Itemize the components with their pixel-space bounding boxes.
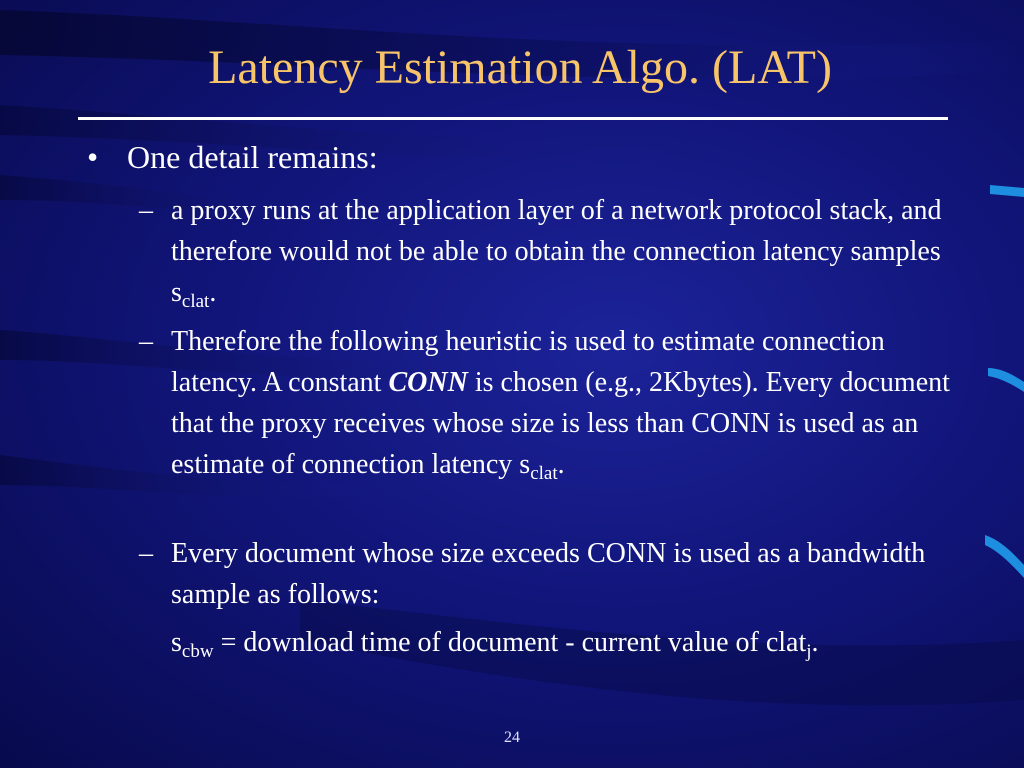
formula-s: s: [171, 627, 182, 658]
conn-emphasis: CONN: [388, 367, 468, 398]
subscript-clat: clat: [530, 463, 558, 484]
sub-item-text: Therefore the following heuristic is used to estimate connection latency. A constant: [171, 326, 885, 398]
formula-text: = download time of document - current value of clat: [213, 627, 807, 658]
bullet-text: One detail remains:: [127, 139, 378, 175]
subscript-clat: clat: [181, 291, 210, 312]
sub-item-text-middle: is chosen (e.g., 2Kbytes). Every document that the proxy receives whose size is less than CONN is used as an estimate of connection latency s: [171, 367, 950, 480]
slide-title: Latency Estimation Algo. (LAT): [208, 41, 832, 94]
bullet-item-one-detail: [87, 137, 987, 177]
sub-item-text-end: .: [209, 277, 217, 308]
sub-item-text-end: .: [557, 449, 565, 480]
sub-item-text: Every document whose size exceeds CONN is used as a bandwidth sample as follows:: [171, 538, 926, 610]
sub-item-text: a proxy runs at the application layer of a network protocol stack, and therefore would not be able to obtain the connection latency samples s: [171, 195, 942, 308]
sub-item-bandwidth-sample: [139, 533, 971, 615]
dash-icon: –: [139, 195, 153, 226]
sub-item-proxy-layer: [139, 190, 971, 313]
subscript-cbw: cbw: [181, 641, 214, 662]
formula-end: .: [811, 627, 819, 658]
dash-icon: –: [139, 326, 153, 357]
bullet-icon: •: [87, 139, 99, 175]
bandwidth-formula: [171, 622, 971, 663]
page-number: 24: [504, 729, 520, 746]
dash-icon: –: [139, 538, 153, 569]
sub-item-heuristic: [139, 321, 971, 485]
subscript-j: j: [806, 641, 812, 662]
